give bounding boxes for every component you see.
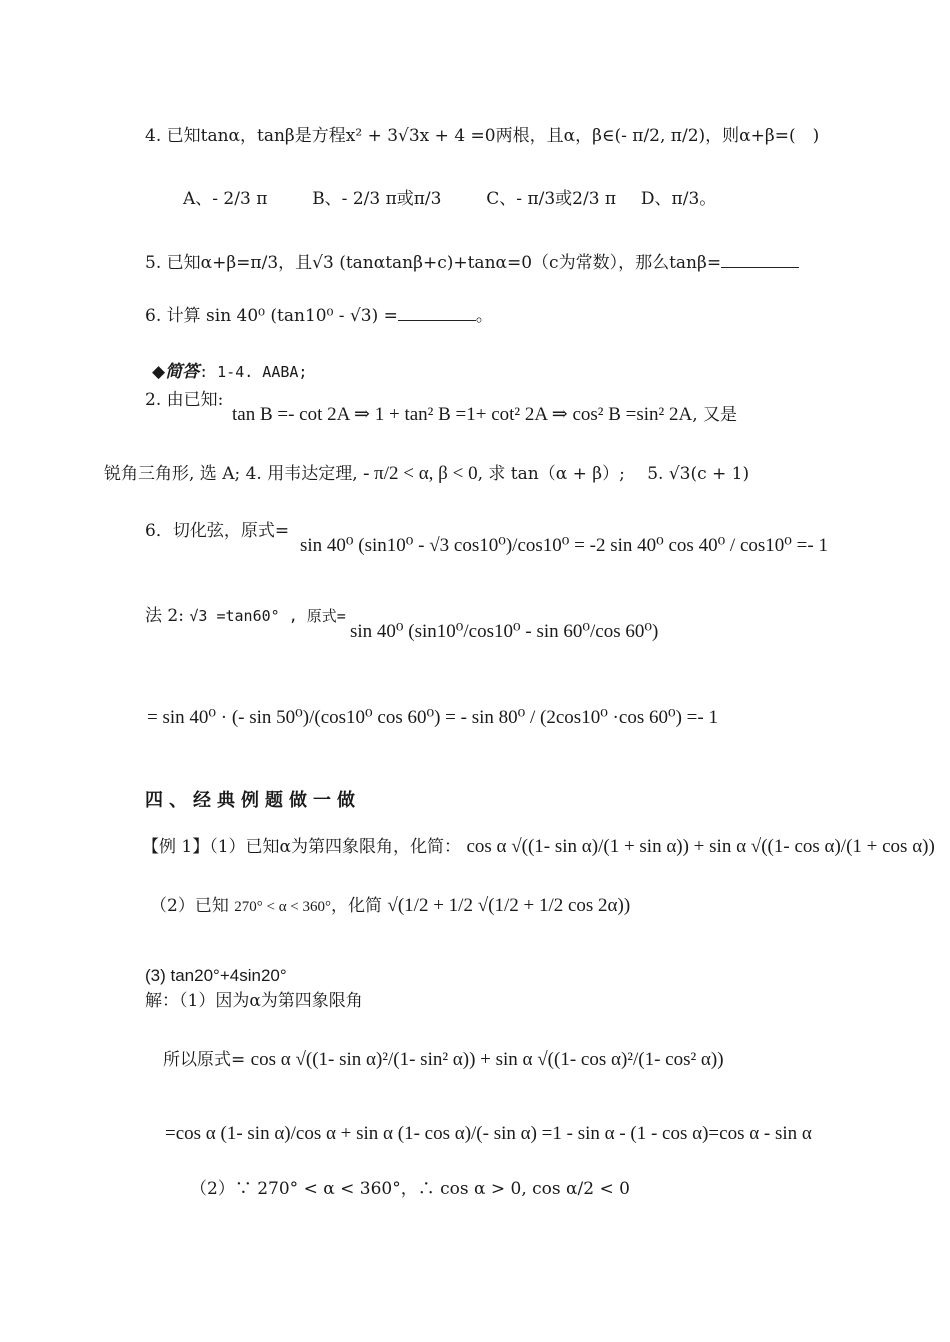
answer-3-math: - π/2 < α, β < 0 bbox=[363, 463, 478, 484]
answer-2-label bbox=[145, 392, 223, 409]
example-1-p2-mid: ，化简 bbox=[331, 896, 383, 916]
example-1-p2: （2）已知 bbox=[150, 896, 229, 916]
q5-stem: 5. 已知α+β=π/3，且√3 (tanαtanβ+c)+tanα=0（c为常数），那么tanβ= bbox=[145, 253, 722, 273]
answer-6-line bbox=[145, 523, 289, 540]
q4-stem: 4. 已知tanα，tanβ是方程x² + 3√3x + 4 =0两根，且α，β∈(- π/2, π/2)，则α+β=( ) bbox=[145, 126, 820, 146]
example-1-p1-math: cos α √((1- sin α)/(1 + sin α)) + sin α √((1- cos α)/(1 + cos α)) bbox=[466, 836, 935, 857]
answer-6-math: sin 40⁰ (sin10⁰ - √3 cos10⁰)/cos10⁰ = -2 sin 40⁰ cos 40⁰ / cos10⁰ =- 1 bbox=[300, 535, 828, 556]
section-4-title: 四、经典例题做一做 bbox=[145, 790, 361, 811]
q4-option-a: A、- 2/3 π bbox=[183, 189, 268, 209]
example-1-p2-math: √(1/2 + 1/2 √(1/2 + 1/2 cos 2α)) bbox=[387, 895, 631, 916]
example-1-part-2 bbox=[150, 896, 630, 915]
answers-heading-line bbox=[152, 364, 307, 381]
question-5 bbox=[145, 255, 799, 272]
answer-3-lead: 锐角三角形, 选 A; 4. 用韦达定理, bbox=[104, 464, 358, 484]
q5-answer-blank bbox=[721, 266, 799, 268]
answer-2-math-line bbox=[232, 405, 737, 424]
example-1-p3: (3) tan20°+4sin20° bbox=[145, 966, 287, 985]
q4-option-c: C、- π/3或2/3 π bbox=[486, 189, 617, 209]
method-2-mid: √3 =tan60° , 原式= bbox=[189, 607, 346, 625]
solution-lead: 解：（1）因为α为第四象限角 bbox=[145, 991, 363, 1011]
answer-2-tail: , 又是 bbox=[692, 405, 738, 425]
answers-first: : 1-4. AABA; bbox=[199, 363, 308, 381]
q6-end: 。 bbox=[475, 306, 493, 326]
solution-lead-line bbox=[145, 993, 363, 1010]
answer-3-tail: , 求 tan（α + β）; 5. √3(c + 1) bbox=[477, 464, 750, 484]
method-2-math: sin 40⁰ (sin10⁰/cos10⁰ - sin 60⁰/cos 60⁰) bbox=[350, 621, 659, 642]
method-2-lead: 法 2: bbox=[145, 606, 184, 626]
answer-2-lead: 2. 由已知: bbox=[145, 390, 224, 410]
method-2-line bbox=[145, 608, 346, 625]
method-2-line-2 bbox=[147, 708, 718, 727]
solution-1-math: cos α √((1- sin α)²/(1- sin² α)) + sin α √((1- cos α)²/(1- cos² α)) bbox=[250, 1049, 724, 1070]
solution-2-math: =cos α (1- sin α)/cos α + sin α (1- cos α)/(- sin α) =1 - sin α - (1 - cos α)=cos α - sin α bbox=[165, 1123, 812, 1144]
example-1-part-3 bbox=[145, 967, 287, 984]
answer-6-math-line bbox=[300, 536, 828, 555]
q6-stem: 6. 计算 sin 40⁰ (tan10⁰ - √3) = bbox=[145, 306, 398, 326]
example-1-p1: （1）已知α为第四象限角，化简： bbox=[209, 837, 462, 857]
solution-3: （2）∵ 270° < α < 360°，∴ cos α > 0, cos α/2 < 0 bbox=[190, 1179, 630, 1199]
q4-options bbox=[183, 191, 716, 208]
section-4-title-line bbox=[145, 792, 361, 810]
solution-1-lead: 所以原式= bbox=[163, 1050, 246, 1070]
solution-1-line bbox=[163, 1050, 724, 1069]
q4-option-b: B、- 2/3 π或π/3 bbox=[312, 189, 442, 209]
example-1-p2-cond: 270° < α < 360° bbox=[234, 899, 332, 915]
method-2-math-2: = sin 40⁰ · (- sin 50⁰)/(cos10⁰ cos 60⁰) = - sin 80⁰ / (2cos10⁰ ·cos 60⁰) =- 1 bbox=[147, 707, 718, 728]
answer-2-math: tan B =- cot 2A ⇒ 1 + tan² B =1+ cot² 2A ⇒ cos² B =sin² 2A bbox=[232, 404, 693, 425]
solution-3-line bbox=[190, 1181, 630, 1198]
answers-heading: ◆简答 bbox=[152, 362, 200, 382]
example-1-part-1 bbox=[142, 837, 935, 856]
question-4 bbox=[145, 128, 819, 145]
question-6 bbox=[145, 308, 493, 325]
method-2-math-line bbox=[350, 622, 658, 641]
solution-2-line bbox=[165, 1124, 812, 1143]
answer-3-line bbox=[104, 464, 749, 483]
answer-6-lead: 6．切化弦，原式= bbox=[145, 521, 290, 541]
q4-option-d: D、π/3。 bbox=[640, 189, 717, 209]
q6-answer-blank bbox=[398, 319, 476, 321]
example-1-label: 【例 1】 bbox=[142, 837, 210, 857]
